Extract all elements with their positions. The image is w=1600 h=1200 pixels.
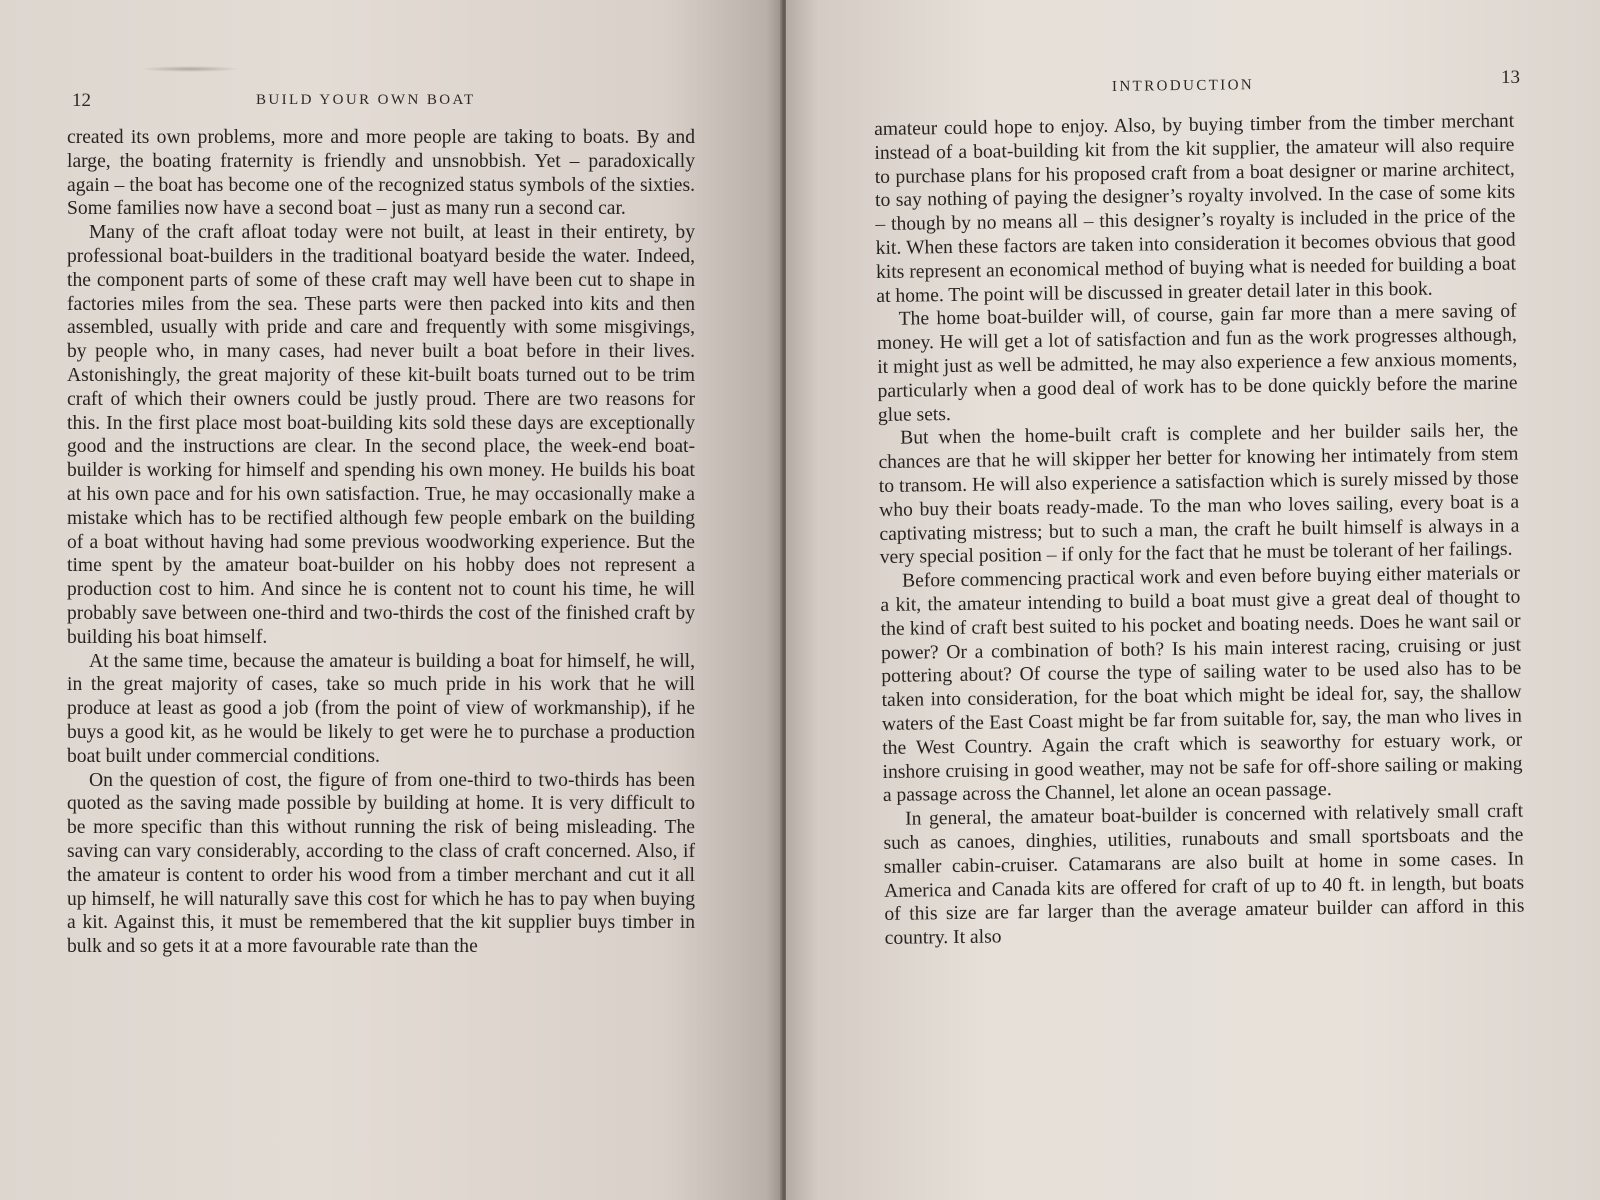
paragraph: But when the home-built craft is complete and her builder sails her, the chances are that he will skipper her better for knowing her intimately from stem to transom. He will also experience a satisfaction which is surely missed by those who buy their boats ready-made. To the man who loves sailing, every boat is a captivating mistress; but to such a man, the craft he built himself is always in a very special position – if only for the fact that he must be tolerant of her failings.	[878, 419, 1520, 569]
page-number-right: 13	[1501, 67, 1520, 88]
left-page	[0, 0, 782, 1200]
page-number-left: 12	[72, 90, 91, 111]
paragraph: The home boat-builder will, of course, gain far more than a mere saving of money. He will get a lot of satisfaction and fun as the work progresses although, it might just as well be admitted, he may also experience a few anxious moments, particularly when a good deal of work has to be done quickly before the marine glue sets.	[876, 300, 1518, 426]
right-page-body	[874, 110, 1525, 951]
paragraph: At the same time, because the amateur is building a boat for himself, he will, in the great majority of cases, take so much pride in his work that he will produce at least as good a job (from the point of view of workmanship), if he buys a good kit, as he would be likely to get were he to purchase a production boat built under commercial conditions.	[67, 650, 695, 767]
paragraph: amateur could hope to enjoy. Also, by buying timber from the timber merchant instead of a boat-building kit from the kit supplier, the amateur will also require to purchase plans for his proposed craft from a boat designer or marine architect, to say nothing of paying the designer’s royalty involved. In the case of some kits – though by no means all – this designer’s royalty is included in the price of the kit. When these factors are taken into consideration it becomes obvious that good kits represent an economical method of buying what is needed for building a boat at home. The point will be discussed in greater detail later in this book.	[874, 110, 1517, 307]
paragraph: In general, the amateur boat-builder is concerned with relatively small craft such as canoes, dinghies, utilities, runabouts and small sportsboats and the smaller cabin-cruiser. Catamarans are also built at home in some cases. In America and Canada kits are offered for craft of up to 40 ft. in length, but boats of this size are far larger than the average amateur builder can afford in this country. It also	[883, 800, 1525, 950]
paragraph: created its own problems, more and more people are taking to boats. By and large, the boating fraternity is friendly and unsnobbish. Yet – paradoxically again – the boat has become one of the recognized status symbols of the sixties. Some families now have a second boat – just as many run a second car.	[67, 127, 695, 220]
paragraph: Many of the craft afloat today were not built, at least in their entirety, by professional boat-builders in the traditional boatyard beside the water. Indeed, the component parts of some of these craft may well have been cut to shape in factories miles from the sea. These parts were then packed into kits and then assembled, usually with pride and care and frequently with some misgivings, by people who, in many cases, had never built a boat before in their lives. Astonishingly, the great majority of these kit-built boats turned out to be trim craft of which their owners could be justly proud. There are two reasons for this. In the first place most boat-building kits sold these days are exceptionally good and the instructions are clear. In the second place, the week-end boat-builder is working for himself and spending his own money. He builds his boat at his own pace and for his own satisfaction. True, he may occasionally make a mistake which has to be rectified although few people embark on the building of a boat without having had some previous woodworking experience. But the time spent by the amateur boat-builder on his hobby does not represent a production cost to him. And since he is content not to count his time, he will probably save between one-third and two-thirds the cost of the finished craft by building his boat himself.	[67, 222, 695, 648]
ink-smudge	[140, 66, 240, 72]
paragraph: Before commencing practical work and even before buying either materials or a kit, the amateur intending to build a boat must give a great deal of thought to the kind of craft best suited to his pocket and boating needs. Does he want sail or power? Or a combination of both? Is his main interest racing, cruising or just pottering about? Of course the type of sailing water to be used also has to be taken into consideration, for the boat which might be ideal for, say, the shallow waters of the East Coast might be far from suitable for, say, the man who lives in the West Country. Again the craft which is seaworthy for estuary work, or inshore cruising in good weather, may not be safe for off-shore sailing or making a passage across the Channel, let alone an ocean passage.	[880, 562, 1523, 807]
running-head-right: INTRODUCTION	[1111, 77, 1255, 95]
paragraph: On the question of cost, the figure of from one-third to two-thirds has been quoted as the saving made possible by building at home. It is very difficult to be more specific than this without running the risk of being misleading. The saving can vary considerably, according to the class of craft concerned. Also, if the amateur is content to order his wood from a timber merchant and cut it all up himself, he will naturally save this cost for which he has to pay when buying a kit. Against this, it must be remembered that the kit supplier buys timber in bulk and so gets it at a more favourable rate than the	[67, 769, 695, 958]
running-head-left: BUILD YOUR OWN BOAT	[256, 92, 476, 108]
right-page	[786, 0, 1600, 1200]
left-page-body	[67, 126, 695, 959]
